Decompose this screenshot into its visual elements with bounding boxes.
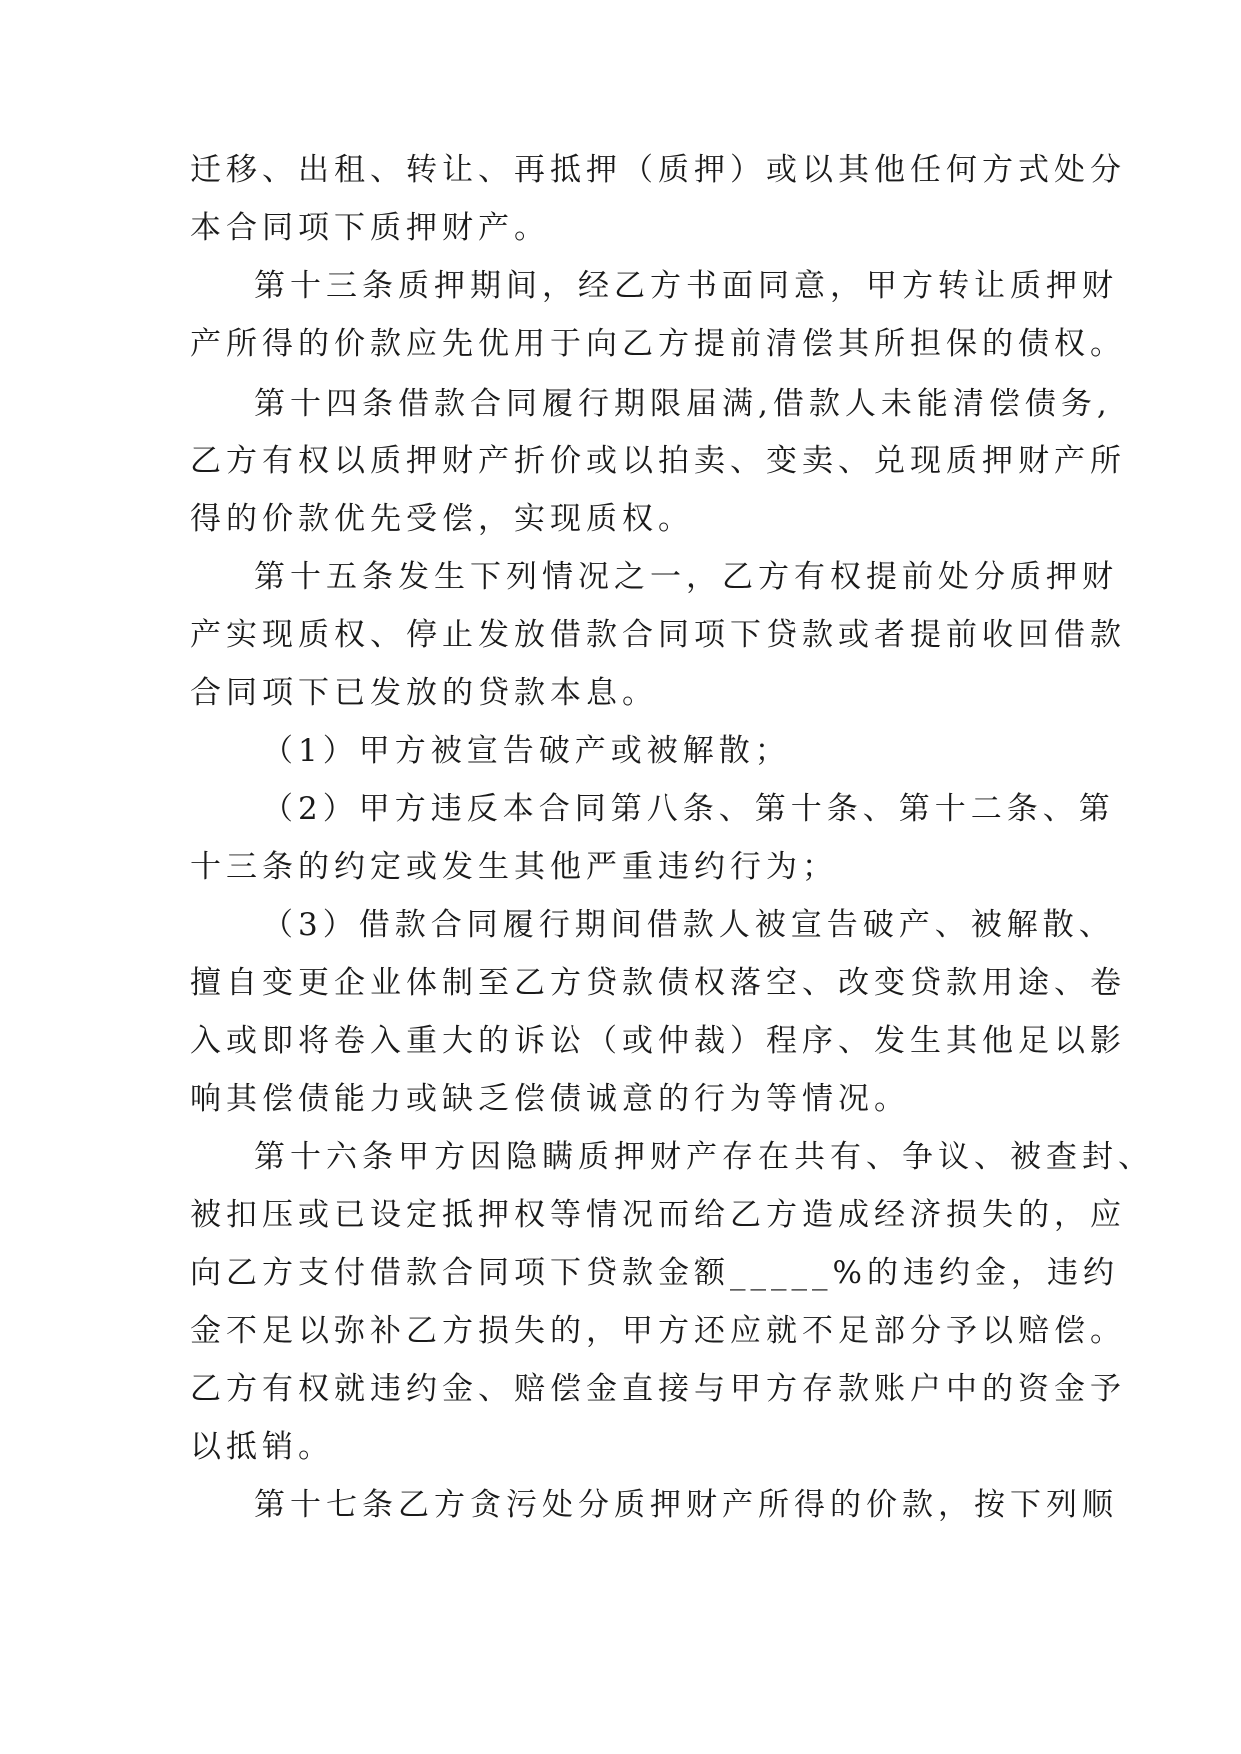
list-item-3: （3）借款合同履行期间借款人被宣告破产、被解散、 [262,907,1115,943]
text-line: 十三条的约定或发生其他严重违约行为； [190,849,838,885]
list-item-1: （1）甲方被宣告破产或被解散； [262,733,791,769]
text-line: 响其偿债能力或缺乏偿债诚意的行为等情况。 [190,1081,910,1117]
text-line: 产所得的价款应先优用于向乙方提前清偿其所担保的债权。 [190,326,1126,362]
text-line: 乙方有权就违约金、赔偿金直接与甲方存款账户中的资金予 [190,1371,1126,1407]
text-line: 得的价款优先受偿，实现质权。 [190,501,694,537]
text-line: 擅自变更企业体制至乙方贷款债权落空、改变贷款用途、卷 [190,965,1126,1001]
text-line: 被扣压或已设定抵押权等情况而给乙方造成经济损失的，应 [190,1197,1126,1233]
text-line: 金不足以弥补乙方损失的，甲方还应就不足部分予以赔偿。 [190,1313,1126,1349]
article-17-line: 第十七条乙方贪污处分质押财产所得的价款，按下列顺 [254,1487,1118,1523]
article-14-line: 第十四条借款合同履行期限届满,借款人未能清偿债务, [254,386,1112,422]
article-13-line: 第十三条质押期间，经乙方书面同意，甲方转让质押财 [254,268,1118,304]
list-item-2: （2）甲方违反本合同第八条、第十条、第十二条、第 [262,791,1115,827]
text-line: 入或即将卷入重大的诉讼（或仲裁）程序、发生其他足以影 [190,1023,1126,1059]
text-line: 以抵销。 [190,1429,334,1465]
text-line: 乙方有权以质押财产折价或以拍卖、变卖、兑现质押财产所 [190,443,1126,479]
article-15-line: 第十五条发生下列情况之一，乙方有权提前处分质押财 [254,559,1118,595]
text-line: 迁移、出租、转让、再抵押（质押）或以其他任何方式处分 [190,152,1126,188]
article-16-line: 第十六条甲方因隐瞒质押财产存在共有、争议、被查封、 [254,1139,1154,1175]
text-line: 本合同项下质押财产。 [190,210,550,246]
text-line: 合同项下已发放的贷款本息。 [190,675,658,711]
text-line: 向乙方支付借款合同项下贷款金额_____%的违约金，违约 [190,1255,1119,1291]
text-line: 产实现质权、停止发放借款合同项下贷款或者提前收回借款 [190,617,1126,653]
